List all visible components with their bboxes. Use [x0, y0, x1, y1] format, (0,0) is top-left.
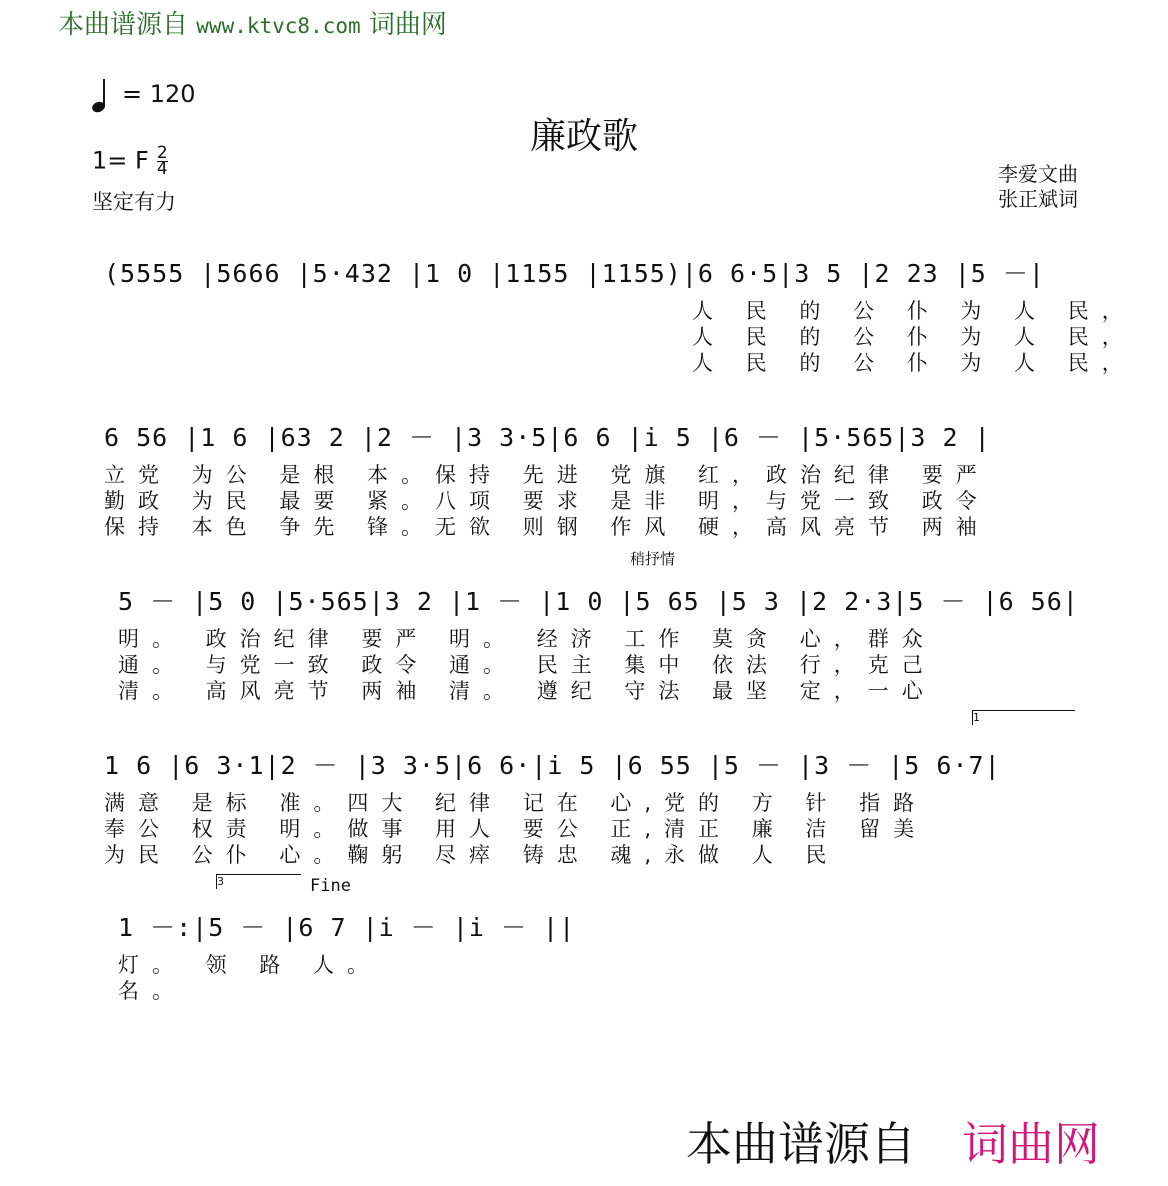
- score-line-2: 6 56 |1 6 |63 2 |2 － |3 3·5|6 6 |i 5 |6 － |5·565|3 2 |: [104, 423, 991, 452]
- lyric-verse-1: 人 民 的 公 仆 为 人 民，: [692, 299, 1136, 323]
- time-numerator: 2: [156, 143, 168, 163]
- time-signature: [156, 143, 168, 179]
- score-line-4: 1 6 |6 3·1|2 － |3 3·5|6 6·|i 5 |6 55 |5 － |3 － |5 6·7|: [104, 751, 1001, 780]
- lyrics-line-5: [118, 952, 381, 1004]
- lyrics-line-1: [692, 298, 1136, 376]
- style-marking: 坚定有力: [92, 190, 176, 214]
- third-ending-bracket: 3: [216, 874, 301, 889]
- source-site-url[interactable]: www.ktvc8.com: [196, 14, 361, 38]
- lyric-verse-3: 人 民 的 公 仆 为 人 民，: [692, 351, 1136, 375]
- source-header-left: 本曲谱源自: [58, 10, 189, 40]
- lyric-verse-2: 通。 与党一致 政令 通。 民主 集中 依法 行，克己: [118, 653, 936, 677]
- lyric-verse-1: 立党 为公 是根 本。保持 先进 党旗 红，政治纪律 要严: [104, 463, 990, 487]
- lyricist-credit: 张正斌词: [998, 187, 1078, 211]
- composer-credit: 李爱文曲: [998, 162, 1078, 186]
- credits: [998, 162, 1078, 212]
- lyric-verse-2: 奉公 权责 明。做事 用人 要公 正,清正 廉 洁 留美: [104, 817, 928, 841]
- source-header-right: 词曲网: [368, 10, 447, 40]
- lyric-verse-3: 保持 本色 争先 锋。无欲 则钢 作风 硬，高风亮节 两袖: [104, 515, 990, 539]
- tempo-marking: [92, 78, 196, 112]
- score-line-3: 5 － |5 0 |5·565|3 2 |1 － |1 0 |5 65 |5 3 |2 2·3|5 － |6 56|: [118, 587, 1079, 616]
- score-line-1: (5555 |5666 |5·432 |1 0 |1155 |1155)|6 6·5|3 5 |2 23 |5 －|: [104, 259, 1045, 288]
- source-header: [58, 4, 447, 41]
- lyric-verse-3: 为民 公仆 心。鞠躬 尽瘁 铸忠 魂,永做 人 民: [104, 843, 840, 867]
- lyric-verse-1: 明。 政治纪律 要严 明。 经济 工作 莫贪 心，群众: [118, 627, 936, 651]
- score-line-5: 1 －:|5 － |6 7 |i － |i － ||: [118, 913, 576, 942]
- fine-marking: Fine: [310, 876, 351, 896]
- key-signature: [92, 143, 168, 179]
- quarter-note-icon: [92, 78, 108, 112]
- lyric-verse-2: 人 民 的 公 仆 为 人 民，: [692, 325, 1136, 349]
- lyric-verse-3: 清。 高风亮节 两袖 清。 遵纪 守法 最坚 定，一心: [118, 679, 936, 703]
- lyric-verse-2: 勤政 为民 最要 紧。八项 要求 是非 明，与党一致 政令: [104, 489, 990, 513]
- lyrics-line-4: [104, 790, 927, 868]
- lyrics-line-2: [104, 462, 990, 540]
- tender-marking: 稍抒情: [630, 550, 676, 568]
- footer-site-name[interactable]: 词曲网: [962, 1117, 1100, 1171]
- footer-source-text: 本曲谱源自: [686, 1117, 916, 1171]
- lyric-verse-2: 名。: [118, 979, 186, 1003]
- lyric-verse-1: 满意 是标 准。四大 纪律 记在 心,党的 方 针 指路: [104, 791, 928, 815]
- first-ending-bracket: 1: [972, 710, 1075, 725]
- tempo-value: = 120: [122, 80, 196, 108]
- lyric-verse-1: 灯。 领 路 人。: [118, 953, 382, 977]
- key-prefix: 1= F: [92, 146, 149, 175]
- time-denominator: 4: [156, 159, 168, 179]
- song-title: 廉政歌: [529, 116, 638, 157]
- lyrics-line-3: [118, 626, 936, 704]
